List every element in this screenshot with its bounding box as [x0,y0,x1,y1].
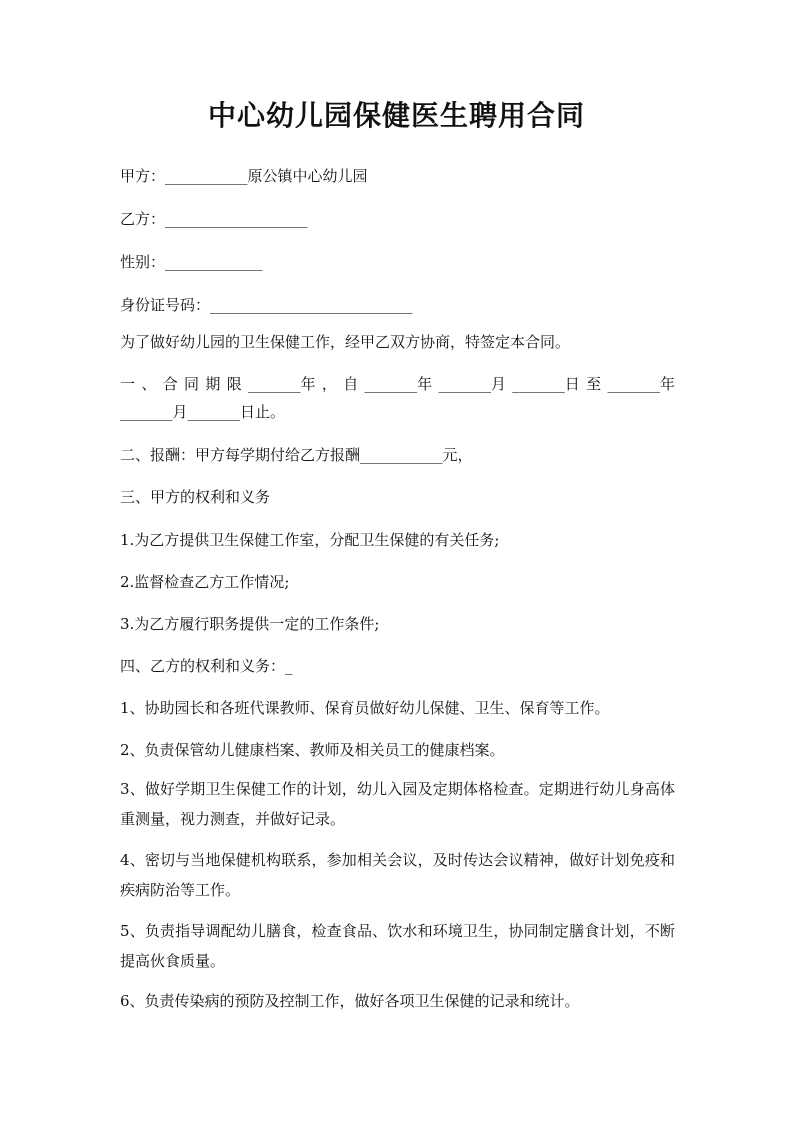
term-char: 一 [120,375,136,393]
section-party-a-heading: 三、甲方的权利和义务 [120,488,271,506]
term-char: 自 [343,375,359,393]
intro-paragraph: 为了做好幼儿园的卫生保健工作，经甲乙双方协商，特签定本合同。 [120,333,571,351]
document-title: 中心幼儿园保健医生聘用合同 [207,99,585,132]
party-a-item-1: 1.为乙方提供卫生保健工作室，分配卫生保健的有关任务; [120,531,500,549]
term-blank-year: _______年 [248,375,316,393]
party-a-item-3: 3.为乙方履行职务提供一定的工作条件; [120,615,380,633]
term-char: ， [321,375,337,393]
party-a-item-2: 2.监督检查乙方工作情况; [120,573,290,591]
term-blank-start-month: _______月 [438,375,506,393]
contract-term-line-2: _______月_______日止。 [120,403,286,421]
party-b-item-3: 3、做好学期卫生保健工作的计划，幼儿入园及定期体格检查。定期进行幼儿身高体重测量，视力测查，并做好记录。 [120,780,675,828]
term-blank-end-year: _______年 [607,375,675,393]
party-b-item-4: 4、密切与当地保健机构联系，参加相关会议，及时传达会议精神，做好计划免疫和疾病防治等工作。 [120,851,675,899]
party-b-item-1: 1、协助园长和各班代课教师、保育员做好幼儿保健、卫生、保育等工作。 [120,699,610,717]
contract-term-line-1 [120,369,675,399]
gender-line: 性别：_____________ [120,253,263,271]
term-char: 同 [184,375,200,393]
party-a-line: 甲方：___________原公镇中心幼儿园 [120,167,368,185]
party-b-line: 乙方：___________________ [120,210,308,228]
payment-line: 二、报酬：甲方每学期付给乙方报酬___________元， [120,446,473,464]
term-blank-start-day: _______日 [512,375,580,393]
party-b-item-5: 5、负责指导调配幼儿膳食，检查食品、饮水和环境卫生，协同制定膳食计划，不断提高伙食质量。 [120,922,675,970]
term-char: 合 [162,375,178,393]
term-char: 期 [205,375,221,393]
term-char: 、 [141,375,157,393]
id-number-line: 身份证号码：___________________________ [120,296,413,314]
term-char: 限 [226,375,242,393]
term-blank-start-year: _______年 [364,375,433,393]
party-b-item-2: 2、负责保管幼儿健康档案、教师及相关员工的健康档案。 [120,741,505,759]
term-char: 至 [586,375,602,393]
section-party-b-heading: 四、乙方的权利和义务：_ [120,657,293,675]
party-b-item-6: 6、负责传染病的预防及控制工作，做好各项卫生保健的记录和统计。 [120,992,580,1010]
